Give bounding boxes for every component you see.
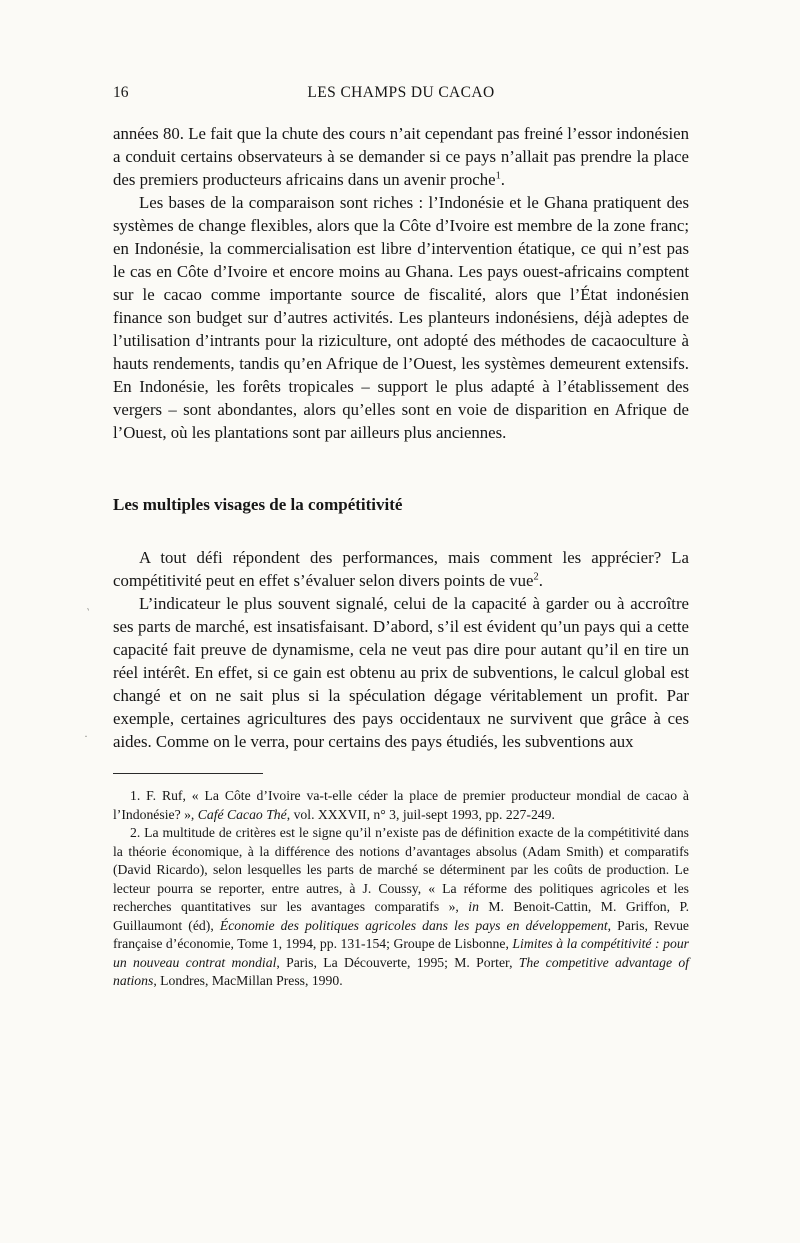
footnote-2: 2. La multitude de critères est le signe qu’il n’existe pas de définition exacte de la compétitivité dans la théorie économique, à la différence des notions d’avantages absolus (Adam Smith) et comparatifs (David Ricardo), selon lesquelles les parts de marché se déterminent par les coûts de production. Le lecteur pourra se reporter, entre autres, à J. Coussy, « La réforme des politiques agricoles et les recherches quantitatives sur les avantages comparatifs », in M. Benoit-Cattin, M. Griffon, P. Guillaumont (éd), Économie des politiques agricoles dans les pays en développement, Paris, Revue française d’économie, Tome 1, 1994, pp. 131-154; Groupe de Lisbonne, Limites à la compétitivité : pour un nouveau contrat mondial, Paris, La Découverte, 1995; M. Porter, The competitive advantage of nations, Londres, MacMillan Press, 1990. [113, 825, 690, 988]
footnotes-section [113, 773, 689, 991]
paragraph-1: années 80. Le fait que la chute des cours n’ait cependant pas freiné l’essor indonésien a conduit certains observateurs à se demander si ce pays n’allait pas prendre la place des premiers producteurs africains dans un avenir proche$^1$. [113, 124, 689, 189]
scan-artifact: · [84, 729, 88, 743]
paragraph-4: L’indicateur le plus souvent signalé, celui de la capacité à garder ou à accroître ses parts de marché, est insatisfaisant. D’abord, s’il est évident qu’un pays qui a cette capacité fait preuve de dynamisme, cela ne veut pas dire pour autant qu’il en tire un réel intérêt. En effet, si ce gain est obtenu au prix de subventions, le calcul global est changé et on ne sait plus si la spéculation dégage véritablement un profit. Par exemple, certaines agricultures des pays occidentaux ne survivent que grâce à ces aides. Comme on le verra, pour certains des pays étudiés, les subventions aux [113, 594, 689, 751]
scan-artifact: ‵ [84, 605, 91, 621]
footnote-1: 1. F. Ruf, « La Côte d’Ivoire va-t-elle céder la place de premier producteur mondial de cacao à l’Indonésie? », Café Cacao Thé, vol. XXXVII, n° 3, juil-sept 1993, pp. 227-249. [113, 788, 689, 822]
paragraph-3: A tout défi répondent des performances, mais comment les apprécier? La compétitivité peut en effet s’évaluer selon divers points de vue$^2$. [113, 548, 689, 590]
section-heading: Les multiples visages de la compétitivité [113, 495, 403, 514]
running-title: LES CHAMPS DU CACAO [307, 84, 495, 101]
page-header [113, 84, 689, 106]
footnote-divider [113, 773, 263, 774]
paragraph-2: Les bases de la comparaison sont riches : l’Indonésie et le Ghana pratiquent des systèmes de change flexibles, alors que la Côte d’Ivoire est membre de la zone franc; en Indonésie, la commercialisation est libre d’intervention étatique, ce qui n’est pas le cas en Côte d’Ivoire et encore moins au Ghana. Les pays ouest-africains comptent sur le cacao comme importante source de fiscalité, alors que l’État indonésien finance son budget sur d’autres activités. Les planteurs indonésiens, déjà adeptes de l’utilisation d’intrants pour la riziculture, ont adopté des méthodes de cacaoculture à hauts rendements, tandis qu’en Afrique de l’Ouest, les systèmes demeurent extensifs. En Indonésie, les forêts tropicales – support le plus adapté à l’établissement des vergers – sont abondantes, alors qu’elles sont en voie de disparition en Afrique de l’Ouest, où les plantations sont par ailleurs plus anciennes. [113, 193, 689, 442]
book-page [113, 84, 689, 991]
page-number: 16 [113, 84, 129, 101]
page-body [113, 122, 689, 753]
